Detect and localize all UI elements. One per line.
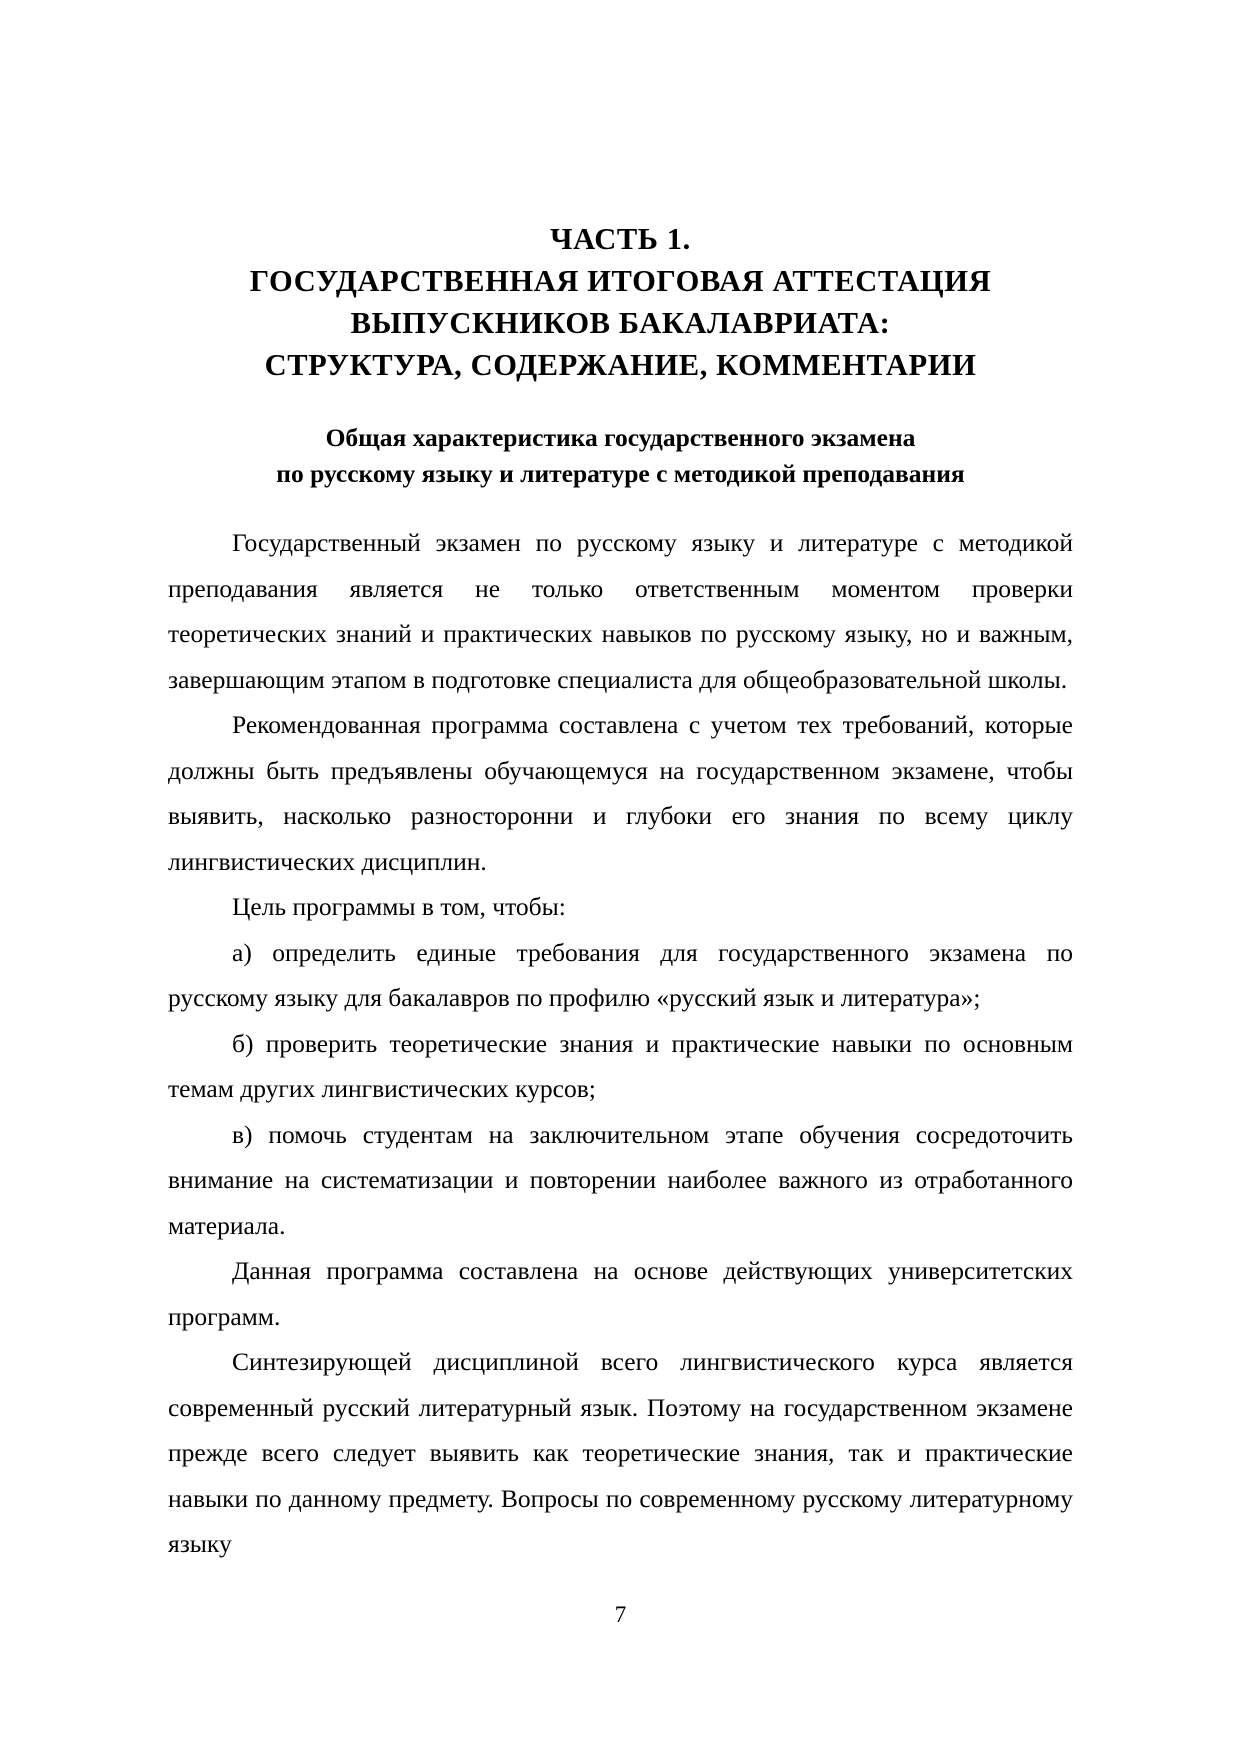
- subtitle-line-2: по русскому языку и литературе с методикой преподавания: [276, 459, 965, 488]
- body-text: [168, 520, 1073, 1567]
- page-number: 7: [614, 1602, 627, 1627]
- title-line-1: ЧАСТЬ 1.: [550, 222, 691, 256]
- paragraph: Рекомендованная программа составлена с учетом тех требований, которые должны быть предъявлены обучающемуся на государственном экзамене, чтобы выявить, насколько разносторонни и глубоки его знания по всему циклу лингвистических дисциплин.: [168, 710, 1073, 876]
- page-content: [168, 218, 1073, 1567]
- title-line-3: ВЫПУСКНИКОВ БАКАЛАВРИАТА:: [350, 306, 891, 340]
- paragraph: Данная программа составлена на основе действующих университетских программ.: [168, 1256, 1073, 1331]
- paragraph: б) проверить теоретические знания и практические навыки по основным темам других лингвистических курсов;: [168, 1028, 1073, 1103]
- subtitle-line-1: Общая характеристика государственного экзамена: [325, 423, 916, 452]
- paragraph: Цель программы в том, чтобы:: [232, 892, 566, 921]
- title-line-2: ГОСУДАРСТВЕННАЯ ИТОГОВАЯ АТТЕСТАЦИЯ: [249, 264, 992, 298]
- paragraph: в) помочь студентам на заключительном этапе обучения сосредоточить внимание на систематизации и повторении наиболее важного из отработанного материала.: [168, 1119, 1073, 1240]
- section-subtitle: [168, 420, 1073, 492]
- title-line-4: СТРУКТУРА, СОДЕРЖАНИЕ, КОММЕНТАРИИ: [264, 348, 977, 382]
- paragraph: а) определить единые требования для государственного экзамена по русскому языку для бакалавров по профилю «русский язык и литература»;: [168, 937, 1073, 1012]
- paragraph: Государственный экзамен по русскому языку и литературе с методикой преподавания является не только ответственным моментом проверки теоретических знаний и практических навыков по русскому языку, но и важным, завершающим этапом в подготовке специалиста для общеобразовательной школы.: [168, 528, 1073, 694]
- page-title: [168, 218, 1073, 386]
- paragraph: Синтезирующей дисциплиной всего лингвистического курса является современный русский литературный язык. Поэтому на государственном экзамене прежде всего следует выявить как теоретические знания, так и практические навыки по данному предмету. Вопросы по современному русскому литературному языку: [168, 1347, 1073, 1558]
